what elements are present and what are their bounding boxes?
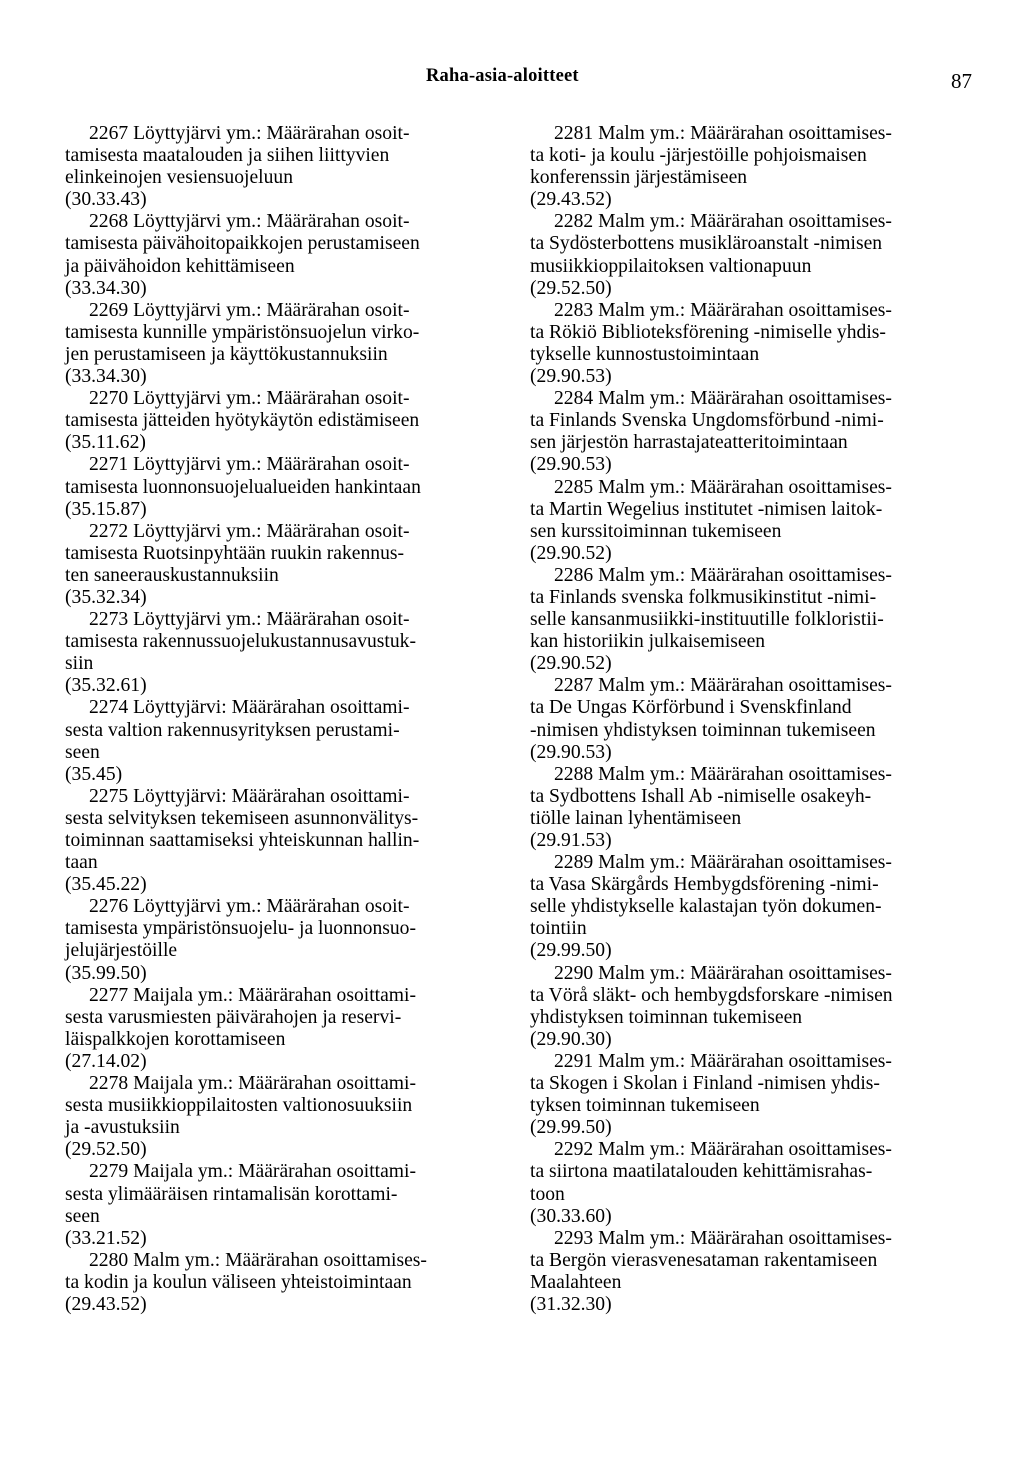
entry-text-line: selle yhdistykselle kalastajan työn dokumen- — [530, 896, 882, 918]
entry-text-line: Maalahteen — [530, 1271, 622, 1293]
entry-text-line: (33.34.30) — [65, 366, 147, 388]
entry-heading-line: 2287 Malm ym.: Määrärahan osoittamises- — [554, 675, 892, 697]
entry-text-line: kan historiikin julkaisemiseen — [530, 631, 766, 653]
entry-text-line: (29.43.52) — [530, 189, 612, 211]
entry-text-line: sesta varusmiesten päivärahojen ja reservi- — [65, 1006, 402, 1028]
entry-text-line: ta Skogen i Skolan i Finland -nimisen yhdis- — [530, 1073, 880, 1095]
entry-text-line: ta Sydbottens Ishall Ab -nimiselle osakeyh- — [530, 785, 872, 807]
entry-text-line: toiminnan saattamiseksi yhteiskunnan hallin- — [65, 830, 420, 851]
motion-entry — [65, 388, 505, 454]
entry-text-line: sesta valtion rakennusyrityksen perustami- — [65, 719, 400, 741]
motion-entry — [65, 521, 505, 609]
motion-entry — [65, 896, 505, 984]
page-header — [0, 66, 1024, 93]
motion-entry — [530, 1051, 970, 1139]
entry-heading-line: 2292 Malm ym.: Määrärahan osoittamises- — [554, 1139, 892, 1161]
entry-text-line: sesta musiikkioppilaitosten valtionosuuksiin — [65, 1095, 413, 1117]
entry-text-line: (35.45.22) — [65, 874, 147, 896]
entry-text-line: tyksen toiminnan tukemiseen — [530, 1095, 760, 1117]
entry-text-line: (29.90.30) — [530, 1028, 612, 1050]
entry-heading-line: 2283 Malm ym.: Määrärahan osoittamises- — [554, 299, 892, 321]
entry-heading-line: 2288 Malm ym.: Määrärahan osoittamises- — [554, 763, 892, 785]
motion-entry — [530, 675, 970, 763]
motion-entry — [65, 123, 505, 211]
motion-entry — [530, 852, 970, 962]
entry-text-line: (30.33.60) — [530, 1205, 612, 1227]
entry-text-line: -nimisen yhdistyksen toiminnan tukemiseen — [530, 719, 876, 741]
entry-text-line: seen — [65, 741, 100, 763]
entry-text-line: tiölle lainan lyhentämiseen — [530, 807, 742, 829]
entry-heading-line: 2278 Maijala ym.: Määrärahan osoittami- — [89, 1073, 417, 1095]
entry-text-line: (33.34.30) — [65, 277, 147, 299]
motion-entry — [65, 1161, 505, 1249]
entry-text-line: (29.99.50) — [530, 940, 612, 962]
entry-text-line: (29.43.52) — [65, 1293, 147, 1315]
entry-text-line: selle kansanmusiikki-instituutille folkloristii- — [530, 609, 884, 631]
entry-text-line: (30.33.43) — [65, 189, 147, 211]
entry-text-line: siin — [65, 653, 94, 675]
entry-text-line: konferenssin järjestämiseen — [530, 167, 748, 189]
entry-text-line: ta kodin ja koulun väliseen yhteistoimintaan — [65, 1271, 412, 1293]
entry-text-line: (35.45) — [65, 763, 123, 785]
motion-entry — [530, 300, 970, 388]
entry-heading-line: 2284 Malm ym.: Määrärahan osoittamises- — [554, 388, 892, 410]
entry-text-line: tamisesta ympäristönsuojelu- ja luonnonsuo- — [65, 918, 417, 940]
entry-heading-line: 2286 Malm ym.: Määrärahan osoittamises- — [554, 564, 892, 586]
entry-heading-line: 2270 Löyttyjärvi ym.: Määrärahan osoit- — [89, 388, 410, 410]
entry-heading-line: 2268 Löyttyjärvi ym.: Määrärahan osoit- — [89, 211, 410, 233]
left-column — [65, 123, 505, 1316]
entry-text-line: ta Martin Wegelius institutet -nimisen laitok- — [530, 498, 883, 520]
entry-heading-line: 2277 Maijala ym.: Määrärahan osoittami- — [89, 984, 417, 1006]
entry-text-line: tamisesta luonnonsuojelualueiden hankintaan — [65, 476, 421, 498]
entry-text-line: ten saneerauskustannuksiin — [65, 564, 279, 586]
entry-heading-line: 2290 Malm ym.: Määrärahan osoittamises- — [554, 962, 892, 984]
entry-text-line: (29.90.52) — [530, 542, 612, 564]
motion-entry — [530, 211, 970, 299]
motion-entry — [65, 609, 505, 697]
entry-heading-line: 2293 Malm ym.: Määrärahan osoittamises- — [554, 1227, 892, 1249]
motion-entry — [65, 697, 505, 785]
entry-text-line: ta Finlands svenska folkmusikinstitut -nimi- — [530, 586, 877, 608]
entry-text-line: tamisesta jätteiden hyötykäytön edistämiseen — [65, 410, 420, 432]
entry-text-line: sesta ylimääräisen rintamalisän korottami- — [65, 1183, 398, 1205]
entry-heading-line: 2272 Löyttyjärvi ym.: Määrärahan osoit- — [89, 520, 410, 542]
entry-heading-line: 2276 Löyttyjärvi ym.: Määrärahan osoit- — [89, 896, 410, 918]
entry-text-line: (31.32.30) — [530, 1293, 612, 1315]
motion-entry — [530, 963, 970, 1051]
entry-text-line: ta Sydösterbottens musikläroanstalt -nimisen — [530, 233, 883, 255]
motion-entry — [530, 764, 970, 852]
entry-text-line: (29.90.53) — [530, 741, 612, 763]
entry-heading-line: 2275 Löyttyjärvi: Määrärahan osoittami- — [89, 785, 410, 807]
entry-heading-line: 2279 Maijala ym.: Määrärahan osoittami- — [89, 1161, 417, 1183]
entry-text-line: tamisesta päivähoitopaikkojen perustamiseen — [65, 233, 420, 255]
entry-heading-line: 2289 Malm ym.: Määrärahan osoittamises- — [554, 852, 892, 874]
entry-text-line: ja -avustuksiin — [65, 1117, 180, 1139]
entry-text-line: ta De Ungas Körförbund i Svenskfinland — [530, 697, 852, 719]
entry-text-line: (29.52.50) — [65, 1139, 147, 1161]
entry-heading-line: 2269 Löyttyjärvi ym.: Määrärahan osoit- — [89, 299, 410, 321]
entry-text-line: tykselle kunnostustoimintaan — [530, 343, 760, 365]
entry-heading-line: 2282 Malm ym.: Määrärahan osoittamises- — [554, 211, 892, 233]
entry-text-line: sen kurssitoiminnan tukemiseen — [530, 520, 782, 542]
motion-entry — [530, 477, 970, 565]
entry-text-line: (35.15.87) — [65, 498, 147, 520]
entry-text-line: sesta selvityksen tekemiseen asunnonvälitys- — [65, 807, 419, 829]
entry-text-line: toon — [530, 1183, 565, 1205]
right-column — [530, 123, 970, 1316]
entry-text-line: läispalkkojen korottamiseen — [65, 1028, 286, 1050]
entry-text-line: ta Vasa Skärgårds Hembygdsförening -nimi- — [530, 874, 879, 896]
motion-entry — [530, 565, 970, 675]
entry-text-line: (29.91.53) — [530, 830, 612, 851]
entry-heading-line: 2280 Malm ym.: Määrärahan osoittamises- — [89, 1249, 427, 1271]
entry-text-line: ta siirtona maatilatalouden kehittämisrahas- — [530, 1161, 873, 1183]
entry-text-line: (29.52.50) — [530, 277, 612, 299]
motion-entry — [65, 786, 505, 896]
entry-text-line: ta koti- ja koulu -järjestöille pohjoismaisen — [530, 145, 867, 167]
entry-text-line: yhdistyksen toiminnan tukemiseen — [530, 1006, 803, 1028]
entry-text-line: ta Rökiö Biblioteksförening -nimiselle yhdis- — [530, 321, 886, 343]
entry-text-line: tamisesta rakennussuojelukustannusavustuk- — [65, 631, 416, 653]
motion-entry — [65, 1073, 505, 1161]
motion-entry — [530, 1139, 970, 1227]
entry-text-line: musiikkioppilaitoksen valtionapuun — [530, 255, 812, 277]
entry-text-line: (35.32.34) — [65, 586, 147, 608]
entry-text-line: (29.99.50) — [530, 1117, 612, 1139]
entry-text-line: (35.32.61) — [65, 675, 147, 697]
entry-heading-line: 2285 Malm ym.: Määrärahan osoittamises- — [554, 476, 892, 498]
motion-entry — [65, 454, 505, 520]
motion-entry — [65, 1250, 505, 1316]
entry-text-line: (27.14.02) — [65, 1050, 147, 1072]
entry-text-line: seen — [65, 1205, 100, 1227]
entry-text-line: tointiin — [530, 918, 587, 940]
entry-text-line: sen järjestön harrastajateatteritoimintaan — [530, 432, 848, 454]
motion-entry — [65, 985, 505, 1073]
entry-heading-line: 2291 Malm ym.: Määrärahan osoittamises- — [554, 1050, 892, 1072]
page-number: 87 — [951, 69, 972, 93]
motion-entry — [65, 300, 505, 388]
entry-heading-line: 2273 Löyttyjärvi ym.: Määrärahan osoit- — [89, 609, 410, 631]
entry-text-line: taan — [65, 852, 98, 874]
entry-text-line: (35.11.62) — [65, 432, 146, 454]
motion-entry — [530, 123, 970, 211]
entry-heading-line: 2274 Löyttyjärvi: Määrärahan osoittami- — [89, 697, 410, 719]
entry-heading-line: 2267 Löyttyjärvi ym.: Määrärahan osoit- — [89, 123, 410, 144]
entry-text-line: tamisesta kunnille ympäristönsuojelun virko- — [65, 321, 420, 343]
entry-text-line: jelujärjestöille — [65, 940, 178, 962]
motion-entry — [530, 388, 970, 476]
entry-text-line: tamisesta maatalouden ja siihen liittyvien — [65, 145, 390, 167]
entry-text-line: (33.21.52) — [65, 1227, 147, 1249]
entry-text-line: (29.90.53) — [530, 366, 612, 388]
motion-entry — [530, 1228, 970, 1316]
entry-text-line: ta Finlands Svenska Ungdomsförbund -nimi- — [530, 410, 884, 432]
entry-text-line: ta Vörå släkt- och hembygdsforskare -nimisen — [530, 984, 893, 1006]
entry-text-line: (29.90.52) — [530, 653, 612, 675]
entry-heading-line: 2281 Malm ym.: Määrärahan osoittamises- — [554, 123, 892, 144]
running-title: Raha-asia-aloitteet — [426, 66, 579, 86]
entry-heading-line: 2271 Löyttyjärvi ym.: Määrärahan osoit- — [89, 454, 410, 476]
entry-text-line: tamisesta Ruotsinpyhtään ruukin rakennus- — [65, 542, 405, 564]
entry-text-line: jen perustamiseen ja käyttökustannuksiin — [65, 343, 388, 365]
entry-text-line: elinkeinojen vesiensuojeluun — [65, 167, 293, 189]
motion-entry — [65, 211, 505, 299]
entry-text-line: ta Bergön vierasvenesataman rakentamiseen — [530, 1249, 878, 1271]
entry-text-line: ja päivähoidon kehittämiseen — [65, 255, 295, 277]
entry-text-line: (35.99.50) — [65, 962, 147, 984]
entry-text-line: (29.90.53) — [530, 454, 612, 476]
